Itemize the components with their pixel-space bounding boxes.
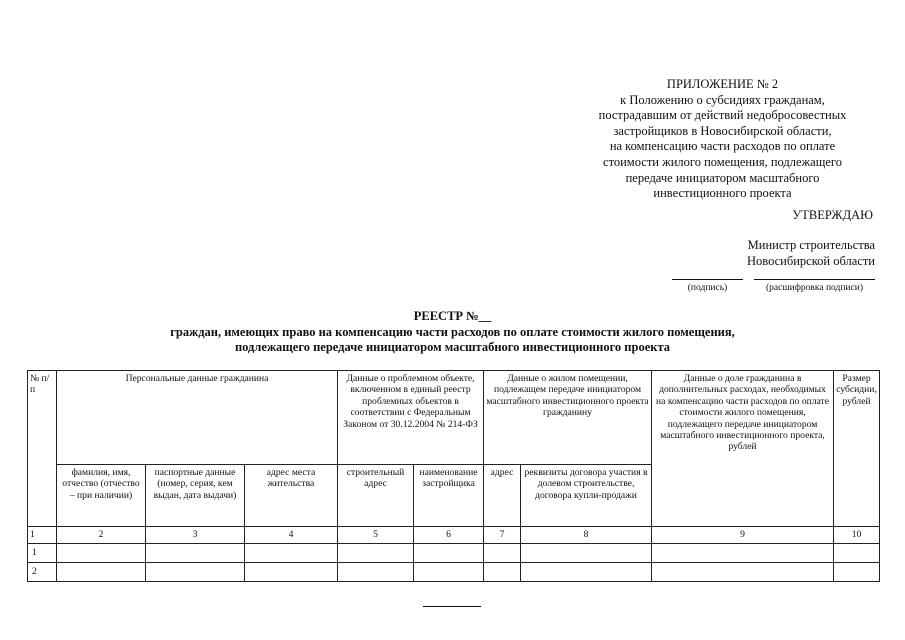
column-number: 6 — [414, 527, 484, 544]
table-cell[interactable] — [521, 544, 652, 563]
header-housing: Данные о жилом помещении, подлежащем передаче инициатором масштабного инвестиционного проекта гражданину — [484, 371, 652, 465]
header-fio: фамилия, имя, отчество (отчество – при наличии) — [57, 465, 146, 527]
minister-position — [720, 238, 875, 269]
row-number: 2 — [28, 563, 57, 582]
annex-line: инвестиционного проекта — [653, 186, 792, 201]
header-subsidy: Размер субсидии, рублей — [834, 371, 880, 527]
table-cell[interactable] — [834, 563, 880, 582]
register-table — [27, 370, 880, 582]
signature-line — [672, 279, 743, 280]
annex-line: на компенсацию части расходов по оплате — [609, 139, 836, 154]
column-number: 5 — [338, 527, 414, 544]
header-passport: паспортные данные (номер, серия, кем выдан, дата выдачи) — [146, 465, 245, 527]
table-cell[interactable] — [146, 544, 245, 563]
header-construction-address: строительный адрес — [338, 465, 414, 527]
annex-line: передаче инициатором масштабного — [625, 170, 820, 185]
column-number: 7 — [484, 527, 521, 544]
register-subtitle-line: граждан, имеющих право на компенсацию части расходов по оплате стоимости жилого помещения, — [170, 324, 735, 339]
annex-header — [585, 77, 860, 202]
table-cell[interactable] — [338, 544, 414, 563]
annex-line: застройщиков в Новосибирской области, — [613, 123, 832, 138]
column-number: 10 — [834, 527, 880, 544]
header-number: № п/п — [28, 371, 57, 527]
table-row — [28, 544, 880, 563]
register-subtitle-line: подлежащего передаче инициатором масштабного инвестиционного проекта — [234, 340, 671, 354]
row-number: 1 — [28, 544, 57, 563]
table-cell[interactable] — [484, 544, 521, 563]
approve-label: УТВЕРЖДАЮ — [792, 208, 873, 222]
register-heading: РЕЕСТР №__ — [413, 309, 492, 323]
minister-line: Новосибирской области — [746, 253, 875, 268]
header-contract-details: реквизиты договора участия в долевом строительстве, договора купли-продажи — [521, 465, 652, 527]
table-cell[interactable] — [57, 544, 146, 563]
header-share: Данные о доле гражданина в дополнительных расходах, необходимых на компенсацию части расходов по оплате стоимости жилого помещения, подлежащего передаче инициатором масштабного инвестиционного проекта, рублей — [652, 371, 834, 527]
table-cell[interactable] — [414, 544, 484, 563]
column-number-row — [28, 527, 880, 544]
table-row — [28, 563, 880, 582]
table-cell[interactable] — [484, 563, 521, 582]
decoding-caption: (расшифровка подписи) — [766, 283, 863, 293]
column-number: 9 — [652, 527, 834, 544]
minister-line: Министр строительства — [747, 238, 875, 252]
table-cell[interactable] — [652, 563, 834, 582]
table-cell[interactable] — [57, 563, 146, 582]
header-problem-object: Данные о проблемном объекте, включенном в единый реестр проблемных объектов в соответствии с Федеральным Законом от 30.12.2004 № 214-ФЗ — [338, 371, 484, 465]
column-number: 3 — [146, 527, 245, 544]
signature-caption: (подпись) — [687, 283, 728, 293]
header-personal-data: Персональные данные гражданина — [57, 371, 338, 465]
annex-line: ПРИЛОЖЕНИЕ № 2 — [666, 77, 779, 91]
table-cell[interactable] — [146, 563, 245, 582]
footnote-separator — [423, 606, 481, 607]
annex-line: стоимости жилого помещения, подлежащего — [603, 154, 842, 169]
table-cell[interactable] — [652, 544, 834, 563]
table-cell[interactable] — [414, 563, 484, 582]
table-cell[interactable] — [245, 544, 338, 563]
annex-line: пострадавшим от действий недобросовестных — [598, 108, 847, 123]
header-address: адрес — [484, 465, 521, 527]
register-title — [0, 309, 905, 356]
header-row-groups — [28, 371, 880, 465]
column-number: 1 — [28, 527, 57, 544]
table-cell[interactable] — [338, 563, 414, 582]
table-cell[interactable] — [521, 563, 652, 582]
header-developer-name: наименование застройщика — [414, 465, 484, 527]
annex-line: к Положению о субсидиях гражданам, — [620, 92, 825, 107]
decoding-line — [754, 279, 875, 280]
table-cell[interactable] — [245, 563, 338, 582]
table-cell[interactable] — [834, 544, 880, 563]
column-number: 2 — [57, 527, 146, 544]
column-number: 4 — [245, 527, 338, 544]
header-residence-address: адрес места жительства — [245, 465, 338, 527]
column-number: 8 — [521, 527, 652, 544]
